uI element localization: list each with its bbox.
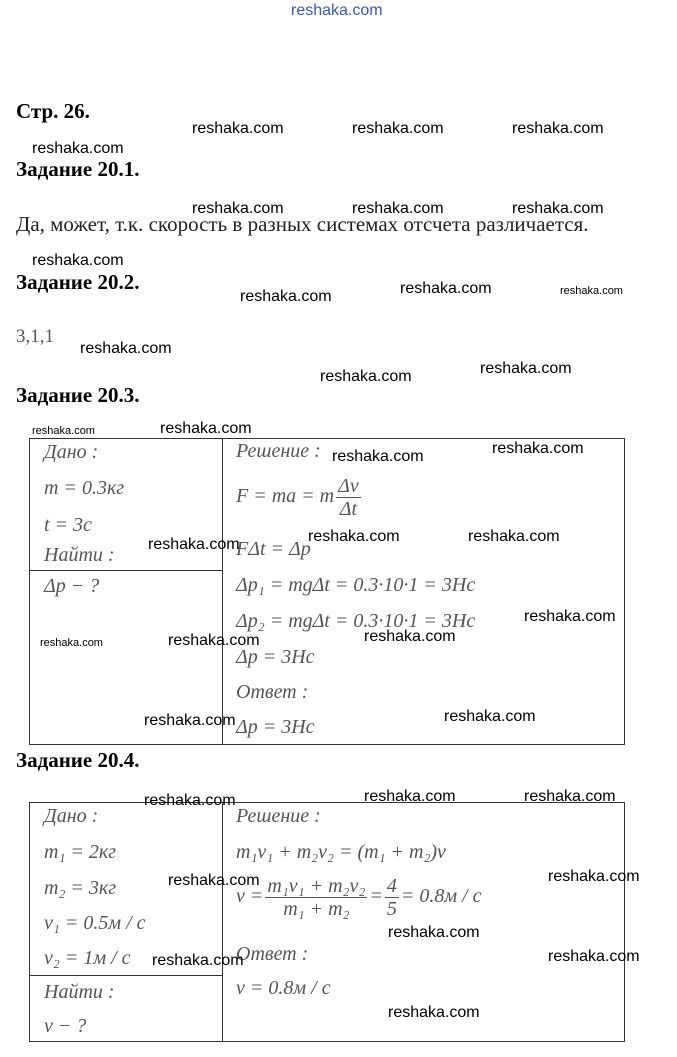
numerator: m₁v₁ + m₂v₂ xyxy=(267,875,366,897)
task-answer-20-2: 3,1,1 xyxy=(16,326,54,347)
solution-step: Δp₂ = mgΔt = 0.3·10·1 = 3Hc xyxy=(236,610,476,632)
watermark: reshaka.com xyxy=(168,632,260,649)
watermark: reshaka.com xyxy=(168,872,260,889)
given-item: v₁ = 0.5м / c xyxy=(44,912,146,934)
watermark: reshaka.com xyxy=(524,788,616,805)
watermark: reshaka.com xyxy=(512,120,604,137)
watermark: reshaka.com xyxy=(160,420,252,437)
find-label: Найти : xyxy=(44,981,115,1003)
formula-newton xyxy=(236,475,363,520)
denominator: 5 xyxy=(386,898,397,920)
watermark: reshaka.com xyxy=(152,952,244,969)
solution-label: Решение : xyxy=(236,805,321,827)
watermark: reshaka.com xyxy=(148,536,240,553)
watermark: reshaka.com xyxy=(548,868,640,885)
watermark: reshaka.com xyxy=(492,440,584,457)
fraction xyxy=(385,875,399,920)
fraction xyxy=(265,875,367,920)
given-item: m₁ = 2кг xyxy=(44,841,117,863)
find-label: Найти : xyxy=(44,544,115,566)
watermark: reshaka.com xyxy=(468,528,560,545)
answer: Δp = 3Hc xyxy=(236,716,315,738)
task-title-20-3: Задание 20.3. xyxy=(16,383,140,407)
equals: = xyxy=(369,885,383,908)
watermark: reshaka.com xyxy=(240,288,332,305)
answer-label: Ответ : xyxy=(236,943,309,965)
watermark: reshaka.com xyxy=(364,628,456,645)
watermark: reshaka.com xyxy=(388,924,480,941)
watermark: reshaka.com xyxy=(32,140,124,157)
watermark: reshaka.com xyxy=(32,425,95,437)
row-divider xyxy=(30,570,222,571)
watermark: reshaka.com xyxy=(144,792,236,809)
answer-label: Ответ : xyxy=(236,681,309,703)
watermark: reshaka.com xyxy=(80,340,172,357)
watermark: reshaka.com xyxy=(332,448,424,465)
solution-step: FΔt = Δp xyxy=(236,538,311,560)
given-label: Дано : xyxy=(44,441,99,463)
formula-left: F = ma = m xyxy=(236,485,335,508)
watermark: reshaka.com xyxy=(400,280,492,297)
solution-table-20-3 xyxy=(29,438,625,745)
watermark: reshaka.com xyxy=(144,712,236,729)
watermark: reshaka.com xyxy=(32,252,124,269)
task-title-20-2: Задание 20.2. xyxy=(16,270,140,294)
given-item: t = 3c xyxy=(44,514,92,536)
watermark: reshaka.com xyxy=(388,1004,480,1021)
solution-step: Δp₁ = mgΔt = 0.3·10·1 = 3Hc xyxy=(236,574,476,596)
solution-label: Решение : xyxy=(236,440,321,462)
formula-left: v = xyxy=(236,885,264,908)
solution-table-20-4 xyxy=(29,802,625,1042)
find-item: Δp − ? xyxy=(44,575,100,597)
given-item: m = 0.3кг xyxy=(44,477,125,499)
page-number: Стр. 26. xyxy=(16,99,90,123)
column-divider xyxy=(222,439,223,744)
answer: v = 0.8м / c xyxy=(236,977,331,999)
solution-step: Δp = 3Hc xyxy=(236,646,315,668)
denominator: m₁ + m₂ xyxy=(283,898,350,920)
find-item: v − ? xyxy=(44,1015,87,1037)
watermark: reshaka.com xyxy=(352,120,444,137)
fraction xyxy=(336,475,361,520)
task-answer-20-1: Да, может, т.к. скорость в разных системах отсчета различается. xyxy=(16,212,589,236)
numerator: 4 xyxy=(386,875,397,897)
watermark: reshaka.com xyxy=(192,200,284,217)
column-divider xyxy=(222,803,223,1041)
watermark: reshaka.com xyxy=(308,528,400,545)
velocity-formula xyxy=(236,875,482,920)
watermark: reshaka.com xyxy=(548,948,640,965)
task-title-20-1: Задание 20.1. xyxy=(16,157,140,181)
watermark: reshaka.com xyxy=(352,200,444,217)
watermark: reshaka.com xyxy=(512,200,604,217)
given-item: m₂ = 3кг xyxy=(44,877,117,899)
watermark: reshaka.com xyxy=(524,608,616,625)
watermark: reshaka.com xyxy=(560,285,623,297)
numerator: Δv xyxy=(338,475,359,497)
watermark: reshaka.com xyxy=(364,788,456,805)
given-item: v₂ = 1м / c xyxy=(44,947,131,969)
watermark: reshaka.com xyxy=(320,368,412,385)
watermark: reshaka.com xyxy=(192,120,284,137)
row-divider xyxy=(30,975,222,976)
formula-result: = 0.8м / c xyxy=(400,885,482,908)
watermark: reshaka.com xyxy=(444,708,536,725)
given-label: Дано : xyxy=(44,805,99,827)
momentum-equation: m₁v₁ + m₂v₂ = (m₁ + m₂)v xyxy=(236,841,446,863)
watermark: reshaka.com xyxy=(40,637,103,649)
denominator: Δt xyxy=(339,498,358,520)
task-title-20-4: Задание 20.4. xyxy=(16,748,140,772)
watermark: reshaka.com xyxy=(480,360,572,377)
site-header-link[interactable]: reshaka.com xyxy=(291,2,383,19)
